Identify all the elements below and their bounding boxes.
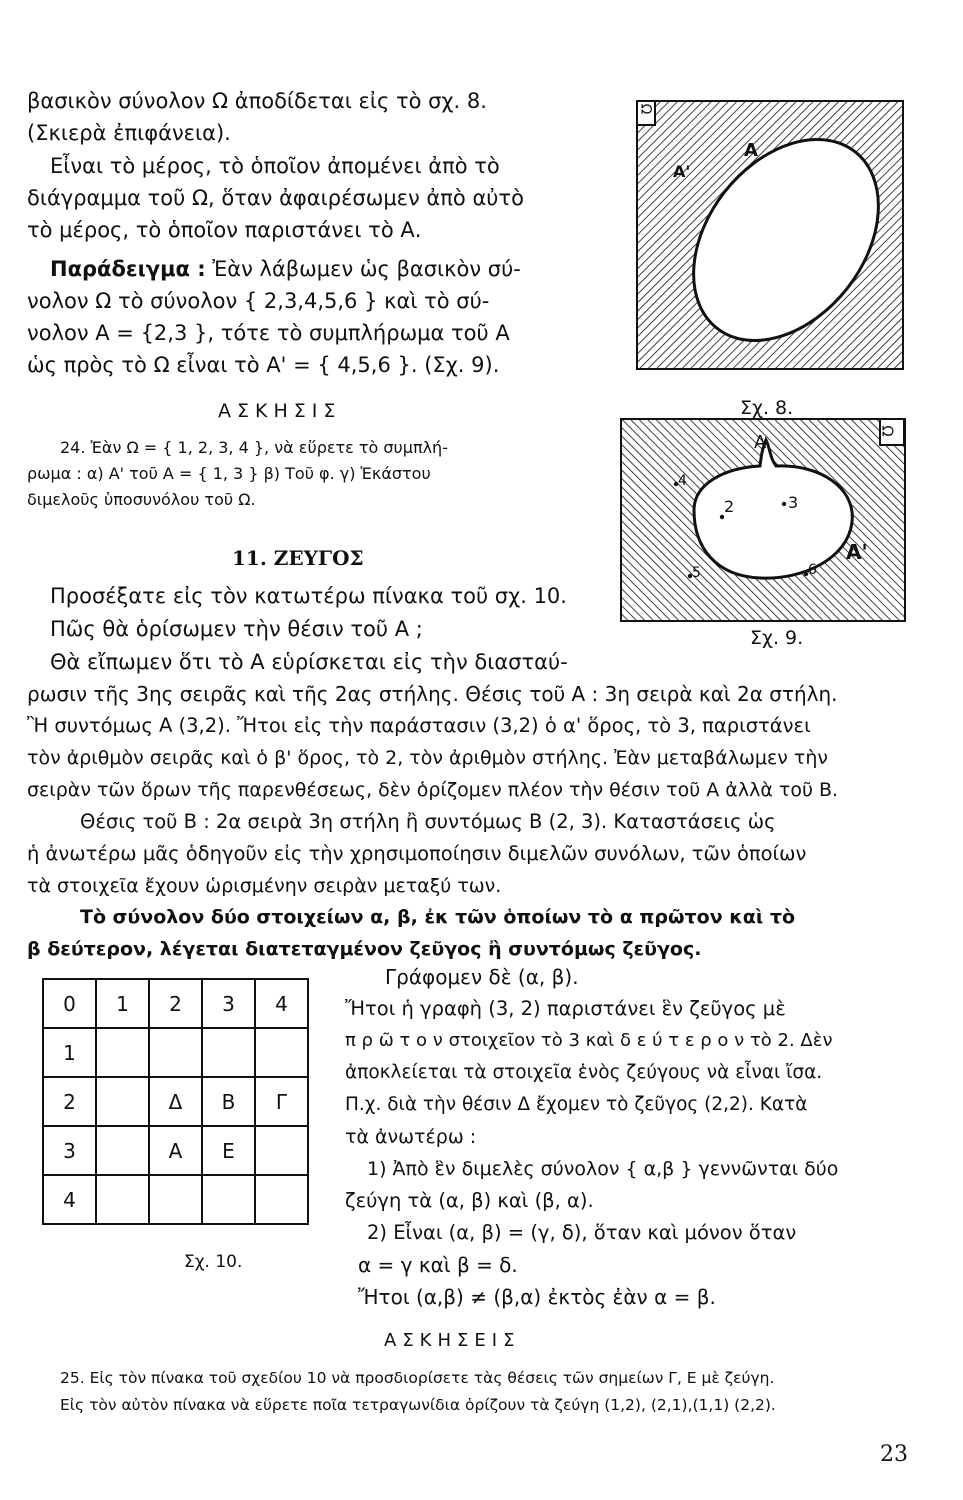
text-line: τὸν ἀριθμὸν σειρᾶς καὶ ὁ β' ὅρος, τὸ 2, τὸν ἀριθμὸν στήλης. Ἐὰν μεταβάλωμεν τὴν bbox=[27, 747, 828, 769]
table-cell bbox=[202, 1028, 255, 1077]
text-line: Πῶς θὰ ὁρίσωμεν τὴν θέσιν τοῦ Α ; bbox=[50, 617, 423, 641]
table-cell: Γ bbox=[255, 1077, 308, 1126]
table-cell: 3 bbox=[202, 979, 255, 1028]
definition-line: β δεύτερον, λέγεται διατεταγμένον ζεῦγος ἢ συντόμως ζεῦγος. bbox=[27, 938, 702, 960]
page-number: 23 bbox=[880, 1442, 908, 1467]
point-label: 6 bbox=[808, 562, 817, 578]
table-cell: 2 bbox=[43, 1077, 96, 1126]
table-row bbox=[43, 1126, 308, 1175]
point-label: 4 bbox=[678, 473, 687, 489]
point-label: 5 bbox=[692, 565, 701, 581]
text-line: νολον Ω τὸ σύνολον { 2,3,4,5,6 } καὶ τὸ σύ- bbox=[27, 289, 490, 313]
text-line: τὰ στοιχεῖα ἔχουν ὡρισμένην σειρὰν μεταξύ των. bbox=[27, 875, 502, 897]
table-cell bbox=[96, 1126, 149, 1175]
text-line: Θὰ εἴπωμεν ὅτι τὸ Α εὑρίσκεται εἰς τὴν διασταύ- bbox=[50, 650, 568, 674]
example-text: Ἐὰν λάβωμεν ὡς βασικὸν σύ- bbox=[205, 257, 521, 281]
fig9-caption: Σχ. 9. bbox=[750, 627, 804, 649]
exercise-line: 25. Εἰς τὸν πίνακα τοῦ σχεδίου 10 νὰ προσδιορίσετε τὰς θέσεις τῶν σημείων Γ, Ε μὲ ζεύγη. bbox=[60, 1369, 775, 1387]
table-cell: 4 bbox=[43, 1175, 96, 1224]
point-label: 3 bbox=[788, 493, 799, 512]
text-line: νολον Α = {2,3 }, τότε τὸ συμπλήρωμα τοῦ Α bbox=[27, 321, 510, 345]
text-line: ζεύγη τὰ (α, β) καὶ (β, α). bbox=[345, 1189, 594, 1212]
text-line: ὡς πρὸς τὸ Ω εἶναι τὸ Α' = { 4,5,6 }. (Σχ. 9). bbox=[27, 353, 500, 377]
text-line: ρωσιν τῆς 3ης σειρᾶς καὶ τῆς 2ας στήλης. Θέσις τοῦ Α : 3η σειρὰ καὶ 2α στήλη. bbox=[27, 682, 838, 706]
example-label: Παράδειγμα : bbox=[50, 257, 206, 281]
exercise-line: ρωμα : α) Α' τοῦ Α = { 1, 3 } β) Τοῦ φ. γ) Ἑκάστου bbox=[27, 464, 431, 483]
exercise-line: διμελοῦς ὑποσυνόλου τοῦ Ω. bbox=[27, 490, 256, 509]
text-line: Ἤτοι (α,β) ≠ (β,α) ἐκτὸς ἐὰν α = β. bbox=[358, 1285, 716, 1309]
fig10-caption: Σχ. 10. bbox=[184, 1252, 243, 1272]
exercise-line: 24. Ἐὰν Ω = { 1, 2, 3, 4 }, νὰ εὕρετε τὸ συμπλή- bbox=[60, 438, 448, 457]
set-a-label: Α bbox=[744, 140, 758, 161]
text-line: διάγραμμα τοῦ Ω, ὅταν ἀφαιρέσωμεν ἀπὸ αὐτὸ bbox=[27, 186, 524, 210]
text-line: βασικὸν σύνολον Ω ἀποδίδεται εἰς τὸ σχ. 8. bbox=[27, 89, 487, 113]
example-line bbox=[50, 256, 521, 282]
exercise-line: Εἰς τὸν αὐτὸν πίνακα νὰ εὕρετε ποῖα τετραγωνίδια ὁρίζουν τὰ ζεύγη (1,2), (2,1),(1,1) (2,2). bbox=[60, 1396, 776, 1414]
table-row bbox=[43, 979, 308, 1028]
complement-label: Α' bbox=[673, 162, 691, 181]
text-line: ἡ ἀνωτέρω μᾶς ὁδηγοῦν εἰς τὴν χρησιμοποίησιν διμελῶν συνόλων, τῶν ὁποίων bbox=[27, 842, 807, 865]
text-line: σειρὰν τῶν ὅρων τῆς παρενθέσεως, δὲν ὁρίζομεν πλέον τὴν θέσιν τοῦ Α ἀλλὰ τοῦ Β. bbox=[27, 779, 839, 801]
table-cell: 1 bbox=[96, 979, 149, 1028]
text-line: π ρ ῶ τ ο ν στοιχεῖον τὸ 3 καὶ δ ε ύ τ ε ρ ο ν τὸ 2. Δὲν bbox=[345, 1030, 833, 1051]
table-cell bbox=[96, 1175, 149, 1224]
text-line: Θέσις τοῦ Β : 2α σειρὰ 3η στήλη ἢ συντόμως Β (2, 3). Καταστάσεις ὡς bbox=[80, 810, 776, 833]
table-row bbox=[43, 1175, 308, 1224]
definition-line: Τὸ σύνολον δύο στοιχείων α, β, ἐκ τῶν ὁποίων τὸ α πρῶτον καὶ τὸ bbox=[80, 906, 796, 928]
section-title: 11. ΖΕΥΓΟΣ bbox=[232, 546, 364, 570]
table-cell: 4 bbox=[255, 979, 308, 1028]
fig8-caption: Σχ. 8. bbox=[740, 397, 794, 419]
text-line: τὰ ἀνωτέρω : bbox=[345, 1126, 477, 1148]
text-line: ἀποκλείεται τὰ στοιχεῖα ἑνὸς ζεύγους νὰ εἶναι ἴσα. bbox=[345, 1062, 823, 1083]
text-line: Ἢ συντόμως Α (3,2). Ἤτοι εἰς τὴν παράστασιν (3,2) ὁ α' ὅρος, τὸ 3, παριστάνει bbox=[27, 714, 811, 737]
text-line: 1) Ἀπὸ ἓν διμελὲς σύνολον { α,β } γεννῶνται δύο bbox=[367, 1158, 839, 1180]
table-cell: Ε bbox=[202, 1126, 255, 1175]
table-cell: 1 bbox=[43, 1028, 96, 1077]
text-line: α = γ καὶ β = δ. bbox=[358, 1253, 518, 1277]
table-cell: Β bbox=[202, 1077, 255, 1126]
table-cell bbox=[96, 1028, 149, 1077]
table-cell bbox=[255, 1028, 308, 1077]
complement-label: Α' bbox=[846, 540, 868, 564]
table-row bbox=[43, 1028, 308, 1077]
table-cell: Δ bbox=[149, 1077, 202, 1126]
figure-8 bbox=[636, 100, 904, 370]
table-cell: Α bbox=[149, 1126, 202, 1175]
set-a-label: Α bbox=[754, 432, 767, 453]
table-cell bbox=[149, 1175, 202, 1224]
omega-label: Ω bbox=[878, 425, 897, 437]
text-line: (Σκιερὰ ἐπιφάνεια). bbox=[27, 121, 231, 145]
table-cell: 2 bbox=[149, 979, 202, 1028]
table-cell: 0 bbox=[43, 979, 96, 1028]
exercises-title: ΑΣΚΗΣΙΣ bbox=[218, 400, 342, 422]
text-line: Εἶναι τὸ μέρος, τὸ ὁποῖον ἀπομένει ἀπὸ τὸ bbox=[50, 154, 500, 178]
table-row bbox=[43, 1077, 308, 1126]
table-cell bbox=[255, 1126, 308, 1175]
text-line: Π.χ. διὰ τὴν θέσιν Δ ἔχομεν τὸ ζεῦγος (2,2). Κατὰ bbox=[345, 1094, 808, 1115]
text-line: Ἤτοι ἡ γραφὴ (3, 2) παριστάνει ἓν ζεῦγος μὲ bbox=[345, 997, 786, 1020]
table-cell bbox=[202, 1175, 255, 1224]
text-line: τὸ μέρος, τὸ ὁποῖον παριστάνει τὸ Α. bbox=[27, 218, 422, 242]
table-cell bbox=[149, 1028, 202, 1077]
text-line: Γράφομεν δὲ (α, β). bbox=[385, 965, 579, 989]
table-cell bbox=[96, 1077, 149, 1126]
omega-label: Ω bbox=[637, 103, 654, 115]
text-line: 2) Εἶναι (α, β) = (γ, δ), ὅταν καὶ μόνον ὅταν bbox=[367, 1221, 797, 1244]
point-label: 2 bbox=[724, 497, 735, 516]
table-cell: 3 bbox=[43, 1126, 96, 1175]
exercises-title: ΑΣΚΗΣΕΙΣ bbox=[384, 1330, 521, 1351]
figure-10-table bbox=[42, 978, 309, 1225]
table-cell bbox=[255, 1175, 308, 1224]
text-line: Προσέξατε εἰς τὸν κατωτέρω πίνακα τοῦ σχ. 10. bbox=[50, 584, 567, 608]
